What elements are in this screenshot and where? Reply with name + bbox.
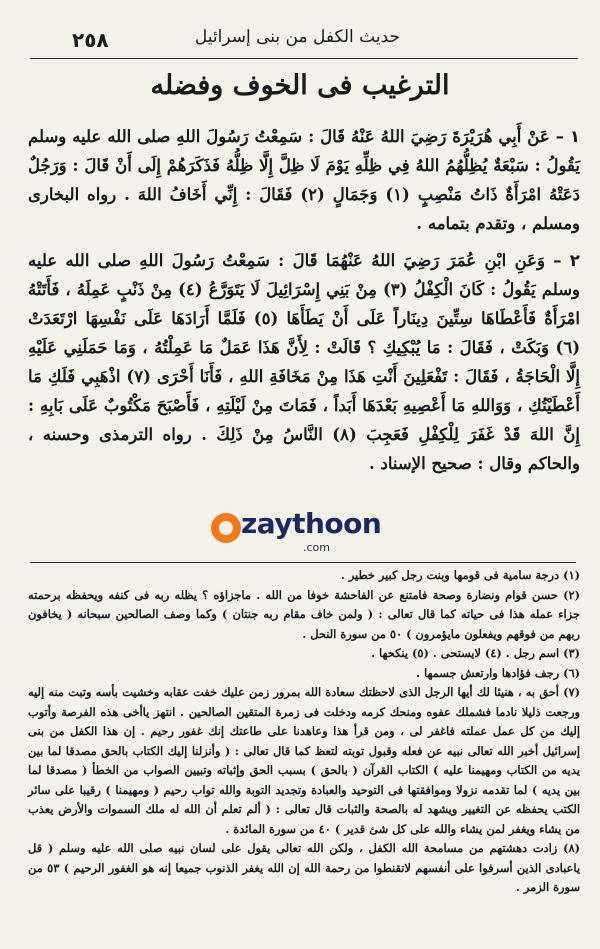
page-header: [30, 18, 578, 59]
footnote: (١) درجة سامية فى قومها وبنت رجل كبير خطير .: [340, 568, 580, 582]
chapter-title: الترغيب فى الخوف وفضله: [150, 70, 450, 101]
hadith-text: وَعَنِ ابْنِ عُمَرَ رَضِيَ اللهُ عَنْهُمَا قَالَ : سَمِعْتُ رَسُولَ اللهِ صلى الله عليه وسلم يَقُولُ : كَانَ الْكِفْلُ (٣) مِنْ بَنِي إِسْرَائِيلَ لَا يَتَوَرَّعُ (٤) مِنْ ذَنْبٍ عَمِلَهُ ، فَأَتَتْهُ امْرَأَةٌ فَأَعْطَاهَا سِتِّينَ دِينَاراً عَلَى أَنْ يَطَأَهَا (٥) فَلَمَّا أَرَادَهَا عَلَى نَفْسِهَا ارْتَعَدَتْ (٦) وَبَكَتْ ، فَقَالَ : مَا يُبْكِيكِ ؟ قَالَتْ : لِأَنَّ هَذَا عَمَلٌ مَا عَمِلْتُهُ ، وَمَا حَمَلَنِي عَلَيْهِ إِلَّا الْحَاجَةُ ، فَقَالَ : تَفْعَلِينَ أَنْتِ هَذَا مِنْ مَخَافَةِ اللهِ ، فَأَنَا أَحْرَى (٧) اذْهَبِي فَلَكِ مَا أَعْطَيْتُكِ ، وَوَاللهِ مَا أَعْصِيهِ بَعْدَهَا أَبَداً ، فَمَاتَ مِنْ لَيْلَتِهِ ، فَأَصْبَحَ مَكْتُوبٌ عَلَى بَابِهِ : إِنَّ اللهَ قَدْ غَفَرَ لِلْكِفْلِ فَعَجِبَ (٨) النَّاسُ مِنْ ذَلِكَ . رواه الترمذى وحسنه ، والحاكم وقال : صحيح الإسناد .: [28, 251, 581, 473]
footnotes: [28, 566, 580, 898]
footnote: (٨) زادت دهشتهم من مسامحة الله الكفل ، ولكن الله تعالى يقول على لسان نبيه صلى الله عليه وسلم ( قل ياعبادى الذين أسرفوا على أنفسهم لاتقنطوا من رحمة الله إن الله يغفر الذنوب جميعا إنه هو الغفور الرحيم ) ٥٣ من سورة الزمر .: [28, 841, 580, 894]
footnote: (٢) حسن قوام ونضارة وصحة فامتنع عن الفاحشة خوفا من الله . ماجزاؤه ؟ يظله ربه فى كنفه ويحفظه برحمته جزاء عمله هذا فى حياته كما قال تعالى : ( ولمن خاف مقام ربه جنتان ) وكما وصف الصالحين سبحانه ( يخافون ربهم من فوقهم ويفعلون مايؤمرون ) ٥٠ من سورة النحل .: [28, 587, 580, 641]
footnote: (٣) اسم رجل . (٤) لايستحى . (٥) ينكحها .: [371, 646, 580, 660]
hadith-number: ١ –: [555, 127, 580, 146]
footnote-divider: [30, 562, 576, 563]
olive-logo-icon: [211, 513, 241, 543]
hadith-text: عَنْ أَبِي هُرَيْرَةَ رَضِيَ اللهُ عَنْهُ قَالَ : سَمِعْتُ رَسُولَ اللهِ صلى الله عليه وسلم يَقُولُ : سَبْعَةٌ يُظِلُّهُمُ اللهُ فِي ظِلِّهِ يَوْمَ لَا ظِلَّ إِلَّا ظِلُّهُ فَذَكَرَهُمْ إِلَى أَنْ قَالَ : وَرَجُلٌ دَعَتْهُ امْرَأَةٌ ذَاتُ مَنْصِبٍ (١) وَجَمَالٍ (٢) فَقَالَ : إِنِّي أَخَافُ اللهَ . رواه البخارى ومسلم ، وتقدم بتمامه .: [28, 127, 581, 233]
hadith-paragraph: [28, 122, 580, 238]
footnote: (٧) أحق به ، هنيئا لك أيها الرجل الذى لاحظتك سعادة الله بمرور زمن عليك خفت عقابه وخشيت بأسه وتبت منه إليه ورجعت ذليلا نادما فشملك عفوه ومنحك كرمه ودخلت فى زمرة المتقين الصالحين . انتهز ياأخى هذه الفرصة وأتوب إليك من كل عمل عملته فاغفر لى ، ومن قرأ هذا وعاهدنا على طاعتك إنك غفور رحيم . إن هذا الكفل من بنى إسرائيل أخبر الله تعالى نبيه عن فعله وقبول توبته لتعظ كما قال تعالى : ( وأنزلنا إليك الكتاب بالحق مصدقا لما بين يديه من الكتاب ومهيمنا عليه ) الكتاب القرآن ( بالحق ) بسبب الحق وإثباته وتبيين الصواب من الخطأ ( مصدقا لما بين يديه ) لما تقدمه نزولا وموافقتها فى التوحيد والعبادة وتجديد التوبة والله تواب رحيم ( ومهيمنا ) رقيبا على سائر الكتب يحفظه عن التغيير ويشهد له بالصحة والثبات قال تعالى : ( ألم تعلم أن الله له ملك السموات والأرض يعذب من يشاء ويغفر لمن يشاء والله على كل شئ قدير ) ٤٠ من سورة المائدة .: [28, 685, 580, 836]
main-text: [28, 122, 580, 486]
running-title: حديث الكفل من بنى إسرائيل: [194, 27, 400, 47]
footnote: (٦) رجف فؤادها وارتعش جسمها .: [416, 665, 580, 680]
watermark-name: zaythoon: [241, 507, 382, 540]
hadith-paragraph: [28, 246, 580, 478]
watermark-logo: [205, 503, 385, 559]
watermark-domain: .com: [303, 541, 330, 554]
page-number: ٢٥٨: [72, 28, 109, 52]
hadith-number: ٢ –: [553, 251, 580, 270]
